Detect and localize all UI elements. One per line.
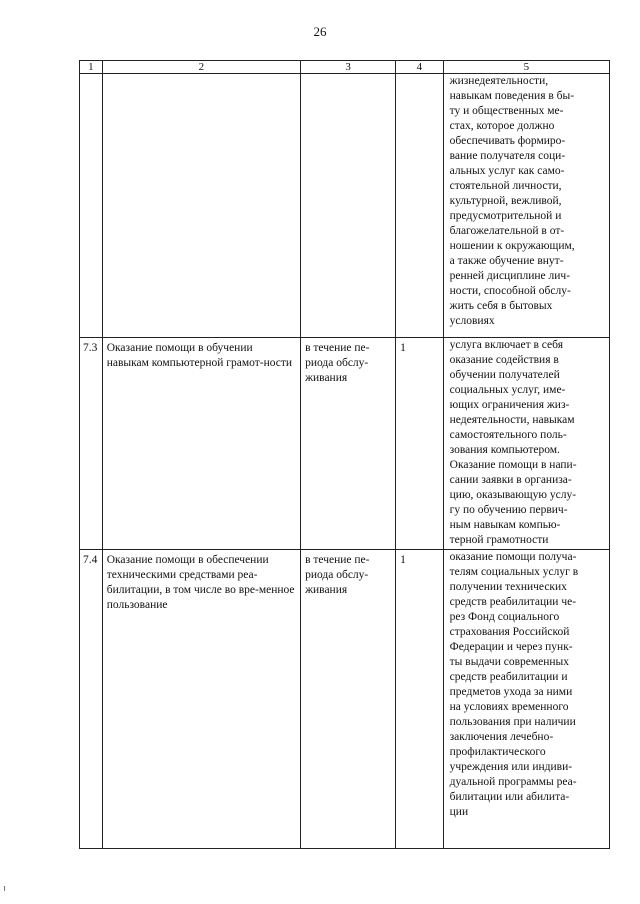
services-table: [79, 60, 610, 849]
row-number: 7.4: [80, 550, 103, 849]
service-description: жизнедеятельности, навыкам поведения в бы- ту и общественных ме- стах, которое должно обеспечивать формиро- вание получателя соци- альных услуг как само- стоятельной личности, культурной, вежливой, предусмотрительной и благожелательной в от- ношении к окружающим, а также обучение внут- ренней дисциплине лич- ности, способной обслу- жить себя в бытовых условиях: [443, 74, 609, 338]
service-count: 1: [396, 338, 444, 550]
table-row-continuation: [80, 74, 610, 338]
service-count: 1: [396, 550, 444, 849]
table-row-7-3: [80, 338, 610, 550]
service-description: услуга включает в себя оказание содействия в обучении получателей социальных услуг, име- ющих ограничения жиз- недеятельности, навыкам самостоятельного поль- зования компьютером. Оказание помощи в напи- сании заявки в организа- цию, оказывающую услу- гу по обучению первич- ным навыкам компью- терной грамотности: [443, 338, 609, 550]
service-period: в течение пе- риода обслу- живания: [301, 550, 396, 849]
service-description: оказание помощи получа- телям социальных услуг в получении технических средств реабилитации че- рез Фонд социального страхования Российской Федерации и через пунк- ты выдачи современных средств реабилитации и предметов ухода за ними на условиях временного пользования при наличии заключения лечебно- профилактического учреждения или индиви- дуальной программы реа- билитации или абилита- ции: [443, 550, 609, 849]
service-count: [396, 74, 444, 338]
service-period: в течение пе- риода обслу- живания: [301, 338, 396, 550]
column-header-2: 2: [102, 61, 300, 74]
column-header-3: 3: [301, 61, 396, 74]
column-header-5: 5: [443, 61, 609, 74]
service-period: [301, 74, 396, 338]
column-header-1: 1: [80, 61, 103, 74]
row-number: 7.3: [80, 338, 103, 550]
column-header-4: 4: [396, 61, 444, 74]
scan-margin-mark: [4, 886, 5, 891]
service-name: Оказание помощи в обучении навыкам компьютерной грамот-ности: [102, 338, 300, 550]
service-name: Оказание помощи в обеспечении техническими средствами реа-билитации, в том числе во вре-менное пользование: [102, 550, 300, 849]
table-header-row: [80, 61, 610, 74]
table-row-7-4: [80, 550, 610, 849]
row-number: [80, 74, 103, 338]
service-name: [102, 74, 300, 338]
page-number: 26: [313, 24, 327, 39]
